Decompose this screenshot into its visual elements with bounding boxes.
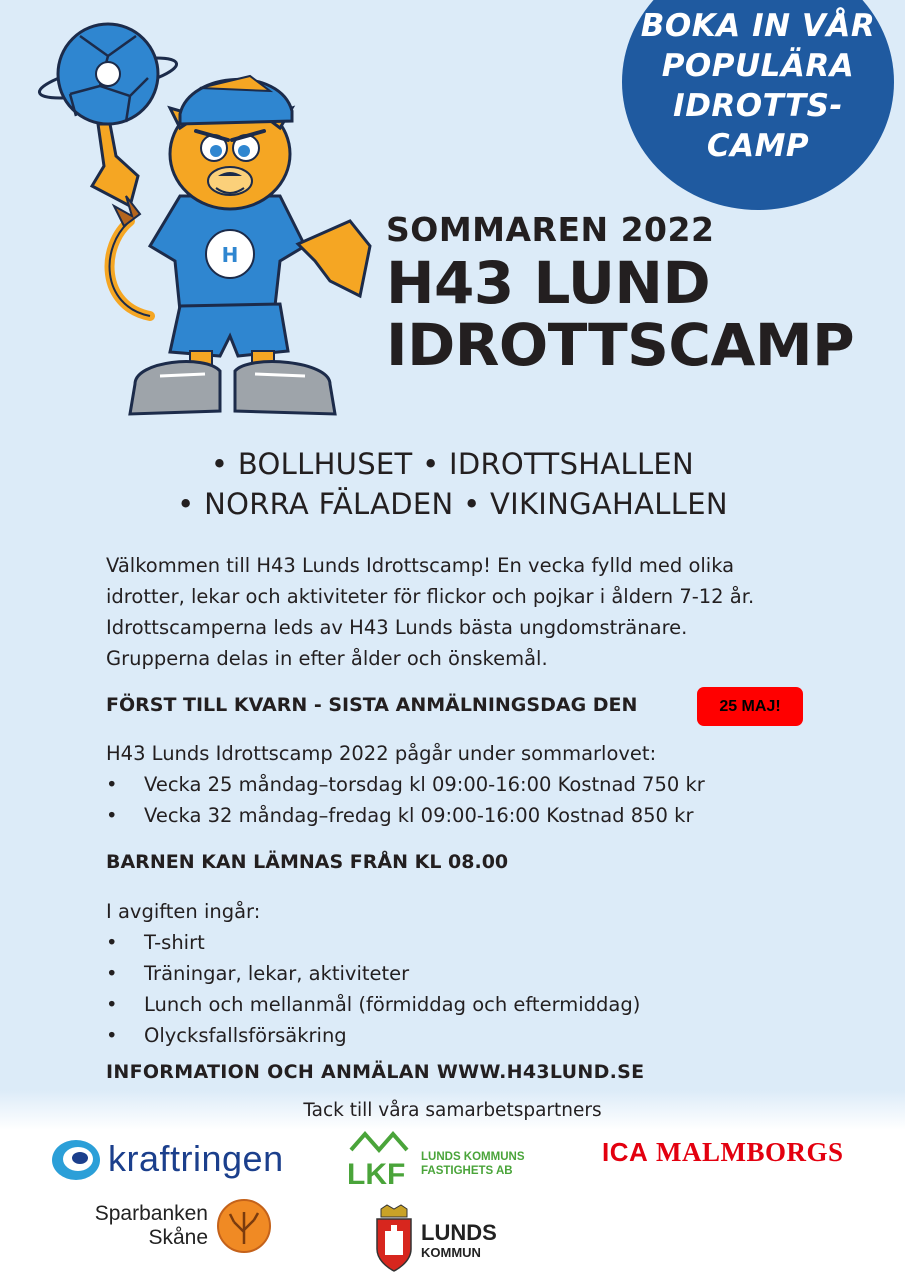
lkf-mark: LKF [347, 1158, 406, 1190]
lkf-house-icon [345, 1128, 415, 1190]
locations [0, 444, 905, 524]
locations-line: • BOLLHUSET • IDROTTSHALLEN [210, 447, 695, 481]
intro-line: Grupperna delas in efter ålder och önskemål. [106, 647, 548, 670]
lunds-line: LUNDS [421, 1220, 497, 1245]
fee-includes [106, 896, 866, 1051]
list-item: • Olycksfallsförsäkring [106, 1020, 866, 1051]
intro-line: idrotter, lekar och aktiviteter för flickor och pojkar i åldern 7-12 år. [106, 585, 755, 608]
lund-coat-of-arms-icon [373, 1203, 415, 1273]
schedule-intro: H43 Lunds Idrottscamp 2022 pågår under sommarlovet: [106, 742, 657, 765]
intro-line: Idrottscamperna leds av H43 Lunds bästa ungdomstränare. [106, 616, 688, 639]
badge-line: CAMP [706, 128, 810, 164]
deadline-date-badge: 25 MAJ! [697, 687, 803, 726]
lkf-line: LUNDS KOMMUNS [421, 1151, 525, 1163]
intro-line: Välkommen till H43 Lunds Idrottscamp! En vecka fylld med olika [106, 554, 735, 577]
ica-malmborgs-logo [602, 1133, 862, 1177]
list-item: • Vecka 32 måndag–fredag kl 09:00-16:00 Kostnad 850 kr [106, 800, 866, 831]
svg-text:H: H [221, 243, 239, 267]
badge-line: IDROTTS- [673, 88, 843, 124]
sparbanken-line: Skåne [148, 1226, 208, 1249]
list-item: • Träningar, lekar, aktiviteter [106, 958, 866, 989]
malmborgs-wordmark: MALMBORGS [656, 1137, 844, 1167]
kraftringen-wordmark: kraftringen [108, 1138, 284, 1179]
lkf-line: FASTIGHETS AB [421, 1165, 513, 1177]
headline-season: SOMMAREN 2022 [386, 210, 715, 249]
sponsors-heading: Tack till våra samarbetspartners [303, 1100, 602, 1121]
sparbanken-wordmark [88, 1202, 208, 1250]
schedule [106, 738, 866, 831]
includes-intro: I avgiften ingår: [106, 900, 261, 923]
sparbanken-line: Sparbanken [94, 1202, 208, 1225]
deadline-text: FÖRST TILL KVARN - SISTA ANMÄLNINGSDAG DEN [106, 694, 638, 716]
promo-badge [622, 0, 894, 210]
lunds-kommun-wordmark [421, 1221, 497, 1261]
list-item: • Lunch och mellanmål (förmiddag och eftermiddag) [106, 989, 866, 1020]
includes-list [106, 927, 866, 1051]
lkf-wordmark [421, 1150, 525, 1178]
lunds-line: KOMMUN [421, 1245, 481, 1260]
lunds-kommun-logo [373, 1203, 513, 1275]
kraftringen-swirl-icon [50, 1136, 104, 1184]
badge-line: BOKA IN VÅR [640, 8, 876, 44]
dropoff-text: BARNEN KAN LÄMNAS FRÅN KL 08.00 [106, 851, 509, 873]
headline [386, 208, 855, 379]
lkf-logo [345, 1128, 545, 1192]
ica-wordmark: ICA [602, 1137, 649, 1167]
list-item: • Vecka 25 måndag–torsdag kl 09:00-16:00 Kostnad 750 kr [106, 769, 866, 800]
badge-line: POPULÄRA [661, 48, 855, 84]
headline-camp: IDROTTSCAMP [386, 311, 855, 379]
list-item: • T-shirt [106, 927, 866, 958]
handball-mascot-illustration [30, 16, 390, 436]
sparbanken-tree-icon [216, 1198, 272, 1254]
schedule-list [106, 769, 866, 831]
intro-paragraph [106, 550, 866, 674]
sparbanken-logo [88, 1196, 288, 1260]
headline-club: H43 LUND [386, 249, 711, 317]
locations-line: • NORRA FÄLADEN • VIKINGAHALLEN [177, 487, 728, 521]
kraftringen-logo [50, 1136, 300, 1186]
info-registration: INFORMATION OCH ANMÄLAN WWW.H43LUND.SE [106, 1061, 645, 1083]
